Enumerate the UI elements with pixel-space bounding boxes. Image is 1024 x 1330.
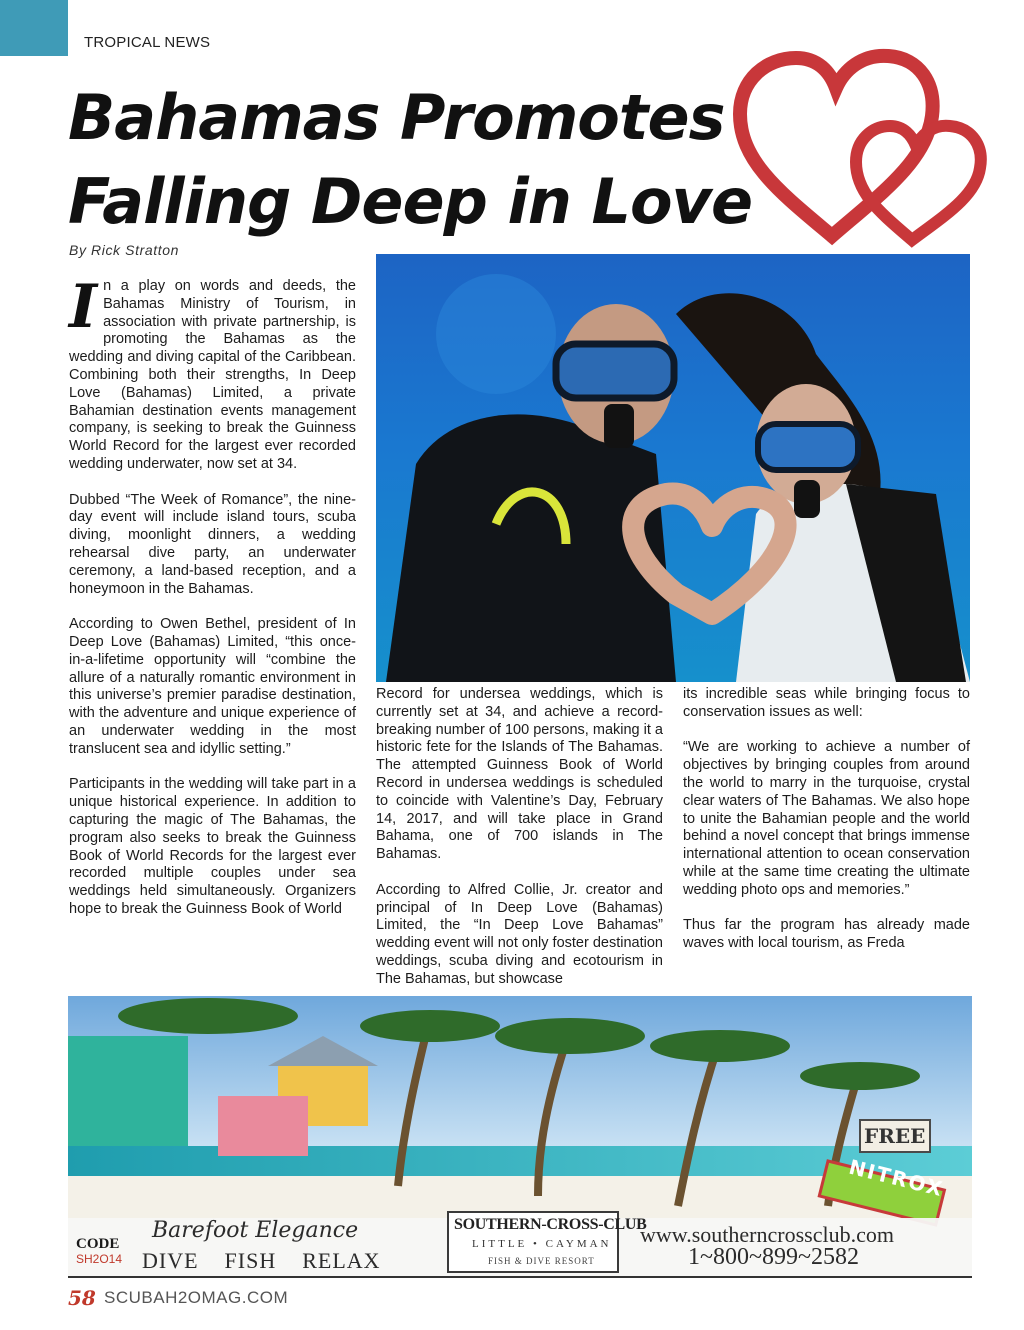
ad-activity-relax: RELAX — [302, 1248, 381, 1273]
drop-cap: I — [69, 272, 98, 342]
article-headline — [68, 76, 752, 244]
article-column-1 — [69, 272, 356, 936]
hearts-illustration — [722, 44, 1004, 250]
ad-badge-nitrox: NITROX — [846, 1154, 947, 1202]
ad-phone[interactable]: 1~800~899~2582 — [688, 1244, 859, 1270]
ad-brand: SOUTHERN-CROSS-CLUB — [454, 1216, 647, 1233]
article-column-2 — [376, 686, 663, 1006]
article-column-3 — [683, 686, 970, 971]
headline-line-2: Falling Deep in Love — [68, 165, 753, 238]
headline-line-1: Bahamas Promotes — [68, 81, 725, 154]
paragraph — [69, 272, 356, 474]
paragraph: “We are working to achieve a number of objectives by bringing couples from around the world to marry in the turquoise, crystal clear waters of The Bahamas. We also hope to unite the Bahamian people and the world behind a novel concept that brings immense international attention to ocean conservation while at the same time creating the ultimate wedding photo ops and memories.” — [683, 739, 970, 898]
paragraph-text: n a play on words and deeds, the Bahamas Ministry of Tourism, in association with private partnership, is promoting the Bahamas as the wedding and diving capital of the Caribbean. Combining both their strengths, In Deep Love (Bahamas) Limited, a private Bahamian destination events management company, is seeking to break the Guinness World Record for the largest ever recorded wedding underwater, now set at 34. — [69, 278, 356, 472]
ad-activities — [142, 1248, 381, 1274]
photo-illustration — [376, 254, 970, 682]
paragraph: According to Alfred Collie, Jr. creator and principal of In Deep Love (Bahamas) Limited, the “In Deep Love Bahamas” wedding event will not only foster destination weddings, scuba diving and ecotourism in The Bahamas, but showcase — [376, 881, 663, 987]
ad-location: LITTLE • CAYMAN — [472, 1238, 612, 1250]
page-number: 58 — [68, 1286, 96, 1310]
small-heart — [856, 126, 981, 240]
paragraph: Participants in the wedding will take part in a unique historical experience. In addition to capturing the magic of The Bahamas, the program also seeks to break the Guinness Book of World Records for the largest ever recorded multiple couples under sea weddings held simultaneously. Organizers hope to break the Guinness Book of World — [69, 776, 356, 917]
ad-activity-dive: DIVE — [142, 1248, 199, 1273]
large-heart — [740, 56, 933, 236]
byline: By Rick Stratton — [69, 242, 179, 258]
paragraph: Record for undersea weddings, which is currently set at 34, and achieve a record-breaking number of 100 persons, making it a historic fete for the Islands of The Bahamas. The attempted Guinness Book of World Record in undersea weddings is scheduled to coincide with Valentine’s Day, February 14, 2017, and will take place in Grand Bahama, one of 700 islands in The Bahamas. — [376, 686, 663, 863]
magazine-site: SCUBAH2OMAG.COM — [104, 1288, 289, 1307]
ad-website-link[interactable]: www.southerncrossclub.com — [640, 1222, 894, 1247]
paragraph: According to Owen Bethel, president of In Deep Love (Bahamas) Limited, “this once-in-a-lifetime opportunity will “combine the allure of a naturally romantic environment in this universe’s premier paradise destination, with the adventure and unique experience of an underwater wedding in the most translucent sea and idyllic setting.” — [69, 616, 356, 757]
ad-tagline: Barefoot Elegance — [152, 1218, 359, 1243]
paragraph: its incredible seas while bringing focus to conservation issues as well: — [683, 686, 970, 720]
ad-code-value: SH2O14 — [76, 1252, 123, 1266]
paragraph: Dubbed “The Week of Romance”, the nine-day event will include island tours, scuba diving, moonlight dinners, a wedding rehearsal dive party, an underwater ceremony, a land-based reception, and a honeymoon in the Bahamas. — [69, 491, 356, 597]
section-label: TROPICAL NEWS — [84, 34, 211, 51]
ad-code-label: CODE — [76, 1236, 120, 1252]
paragraph: Thus far the program has already made waves with local tourism, as Freda — [683, 917, 970, 952]
ad-subbrand: FISH & DIVE RESORT — [488, 1256, 595, 1266]
southern-cross-club-ad[interactable] — [68, 996, 972, 1278]
divers-heart-photo — [376, 254, 970, 682]
section-color-tab — [0, 0, 68, 56]
ad-activity-fish: FISH — [224, 1248, 277, 1273]
ad-badge-free: FREE — [864, 1124, 926, 1148]
